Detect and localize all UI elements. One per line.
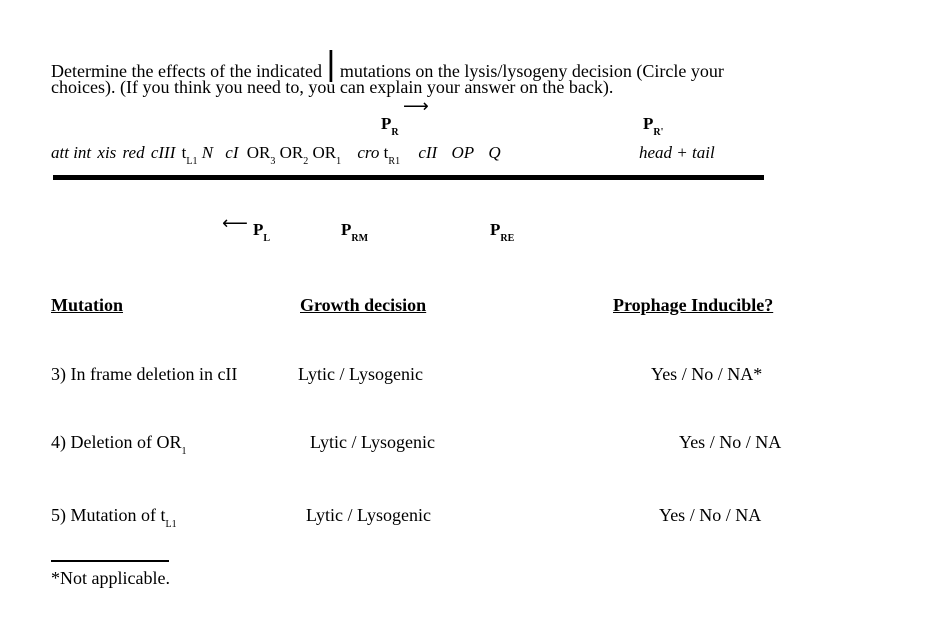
row-3-mutation: [51, 364, 237, 385]
promoter-pr-letter: P: [381, 114, 392, 133]
terminator-tr1: [383, 143, 401, 167]
gene-head-tail: head + tail: [639, 143, 715, 162]
row-5-mutation-text: 5) Mutation of t: [51, 505, 166, 525]
promoter-pre-letter: P: [490, 220, 501, 239]
terminator-tl1-letter: t: [181, 143, 187, 162]
row-4-mutation: [51, 432, 187, 457]
terminator-tr1-letter: t: [383, 143, 389, 162]
operator-or3-letters: OR: [246, 143, 271, 162]
promoter-pr-sub: R: [391, 127, 399, 138]
header-mutation: Mutation: [51, 295, 123, 315]
mutation-mark-symbol: |: [326, 45, 336, 83]
promoter-pre: [490, 220, 515, 244]
footnote: *Not applicable.: [51, 568, 170, 588]
promoter-pr-prime-letter: P: [643, 114, 654, 133]
row-3-growth-choice[interactable]: Lytic / Lysogenic: [298, 364, 423, 384]
promoter-pl-letter: P: [253, 220, 264, 239]
operator-or1: [312, 143, 342, 167]
operator-or1-sub: 1: [336, 156, 342, 167]
operator-or1-letters: OR: [312, 143, 337, 162]
gene-q: Q: [488, 143, 501, 162]
gene-xis: xis: [97, 143, 117, 162]
gene-n: N: [201, 143, 214, 162]
promoter-pl: [253, 220, 271, 244]
row-5-growth-choice[interactable]: Lytic / Lysogenic: [306, 505, 431, 525]
operator-or3-sub: 3: [270, 156, 276, 167]
gene-att: att: [51, 143, 69, 162]
operator-or2: [279, 143, 309, 167]
promoter-pre-sub: RE: [500, 233, 515, 244]
instructions-line-2: choices). (If you think you need to, you can explain your answer on the back).: [51, 77, 614, 97]
row-4-growth-choice[interactable]: Lytic / Lysogenic: [310, 432, 435, 452]
footnote-rule: [51, 560, 169, 562]
gene-ci: cI: [225, 143, 239, 162]
header-growth-decision: Growth decision: [300, 295, 427, 315]
instructions-text-end: mutations on the lysis/lysogeny decision (Circle your: [339, 61, 724, 81]
operator-or2-letters: OR: [279, 143, 304, 162]
operator-or3: [246, 143, 276, 167]
gene-red: red: [122, 143, 145, 162]
row-5-mutation-sub: L1: [165, 519, 177, 530]
row-4-mutation-sub: 1: [181, 446, 187, 457]
promoter-prm-letter: P: [341, 220, 352, 239]
terminator-tl1-sub: L1: [186, 156, 198, 167]
promoter-pr-prime-sub: R': [653, 127, 664, 138]
row-4-inducible-choice[interactable]: Yes / No / NA: [679, 432, 782, 452]
terminator-tl1: [181, 143, 198, 167]
gene-op: OP: [451, 143, 475, 162]
gene-cii: cII: [418, 143, 438, 162]
promoter-pr-prime: [643, 114, 664, 138]
row-5-mutation: [51, 505, 177, 530]
gene-map: [51, 143, 501, 167]
row-4-mutation-text: 4) Deletion of OR: [51, 432, 182, 452]
instructions-text-start: Determine the effects of the indicated: [51, 61, 323, 81]
gene-ciii: cIII: [150, 143, 176, 162]
gene-cro: cro: [357, 143, 380, 162]
dna-line: [53, 175, 764, 180]
header-prophage-inducible: Prophage Inducible?: [613, 295, 774, 315]
row-3-mutation-text: 3) In frame deletion in cII: [51, 364, 238, 384]
gene-int: int: [73, 143, 92, 162]
promoter-pr: [381, 114, 399, 138]
row-3-inducible-choice[interactable]: Yes / No / NA*: [651, 364, 763, 384]
terminator-tr1-sub: R1: [388, 156, 401, 167]
promoter-pl-sub: L: [263, 233, 271, 244]
pr-arrow-right: ⟶: [403, 96, 429, 117]
row-5-inducible-choice[interactable]: Yes / No / NA: [659, 505, 762, 525]
operator-or2-sub: 2: [303, 156, 309, 167]
promoter-prm-sub: RM: [351, 233, 369, 244]
pl-arrow-left: ⟵: [222, 213, 248, 234]
promoter-prm: [341, 220, 369, 244]
